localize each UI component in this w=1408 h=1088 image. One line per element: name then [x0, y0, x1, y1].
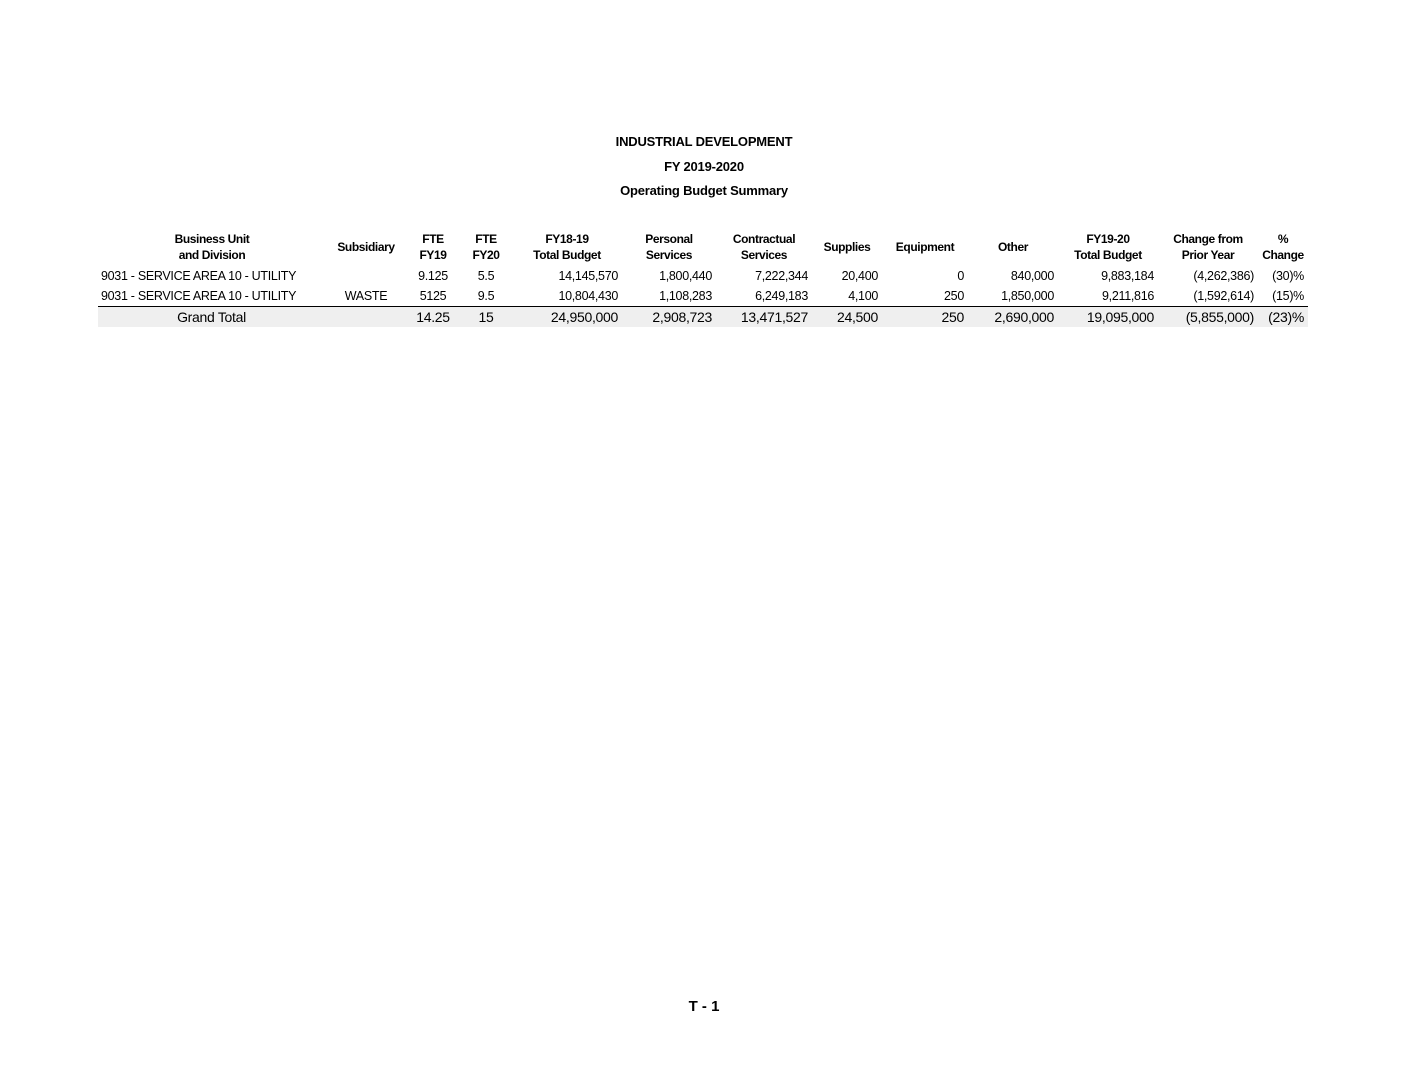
cell-business-unit: 9031 - SERVICE AREA 10 - UTILITY	[101, 269, 297, 283]
cell-change-prior-year: (4,262,386)	[1193, 269, 1254, 283]
total-supplies: 24,500	[812, 307, 882, 328]
cell-other: 1,850,000	[1001, 289, 1054, 303]
cell-personal-services: 1,800,440	[659, 269, 712, 283]
total-subsidiary	[326, 307, 406, 328]
cell-fy18-19-total: 10,804,430	[558, 289, 618, 303]
cell-business-unit: 9031 - SERVICE AREA 10 - UTILITY	[101, 289, 297, 303]
grand-total-row	[98, 307, 1308, 328]
report-subtitle: Operating Budget Summary	[620, 183, 788, 198]
cell-supplies: 4,100	[848, 289, 878, 303]
col-subsidiary: Subsidiary	[337, 240, 395, 254]
report-header	[0, 130, 1408, 204]
total-fy18-19-total: 24,950,000	[512, 307, 622, 328]
cell-change-prior-year: (1,592,614)	[1193, 289, 1254, 303]
cell-fy19-20-total: 9,211,816	[1102, 289, 1154, 303]
col-business-unit: Business Unit and Division	[174, 232, 250, 262]
col-fy18-19-total: FY18-19 Total Budget	[533, 232, 601, 262]
col-equipment: Equipment	[895, 240, 955, 254]
report-title: INDUSTRIAL DEVELOPMENT	[615, 134, 793, 149]
cell-fy18-19-total: 14,145,570	[558, 269, 618, 283]
cell-equipment: 0	[957, 269, 964, 283]
col-pct-change: % Change	[1262, 232, 1304, 262]
cell-pct-change: (15)%	[1272, 289, 1304, 303]
cell-equipment: 250	[944, 289, 964, 303]
cell-other: 840,000	[1010, 269, 1054, 283]
cell-fy19-20-total: 9,883,184	[1101, 269, 1154, 283]
col-contractual-services: Contractual Services	[732, 232, 796, 262]
col-fte-fy19: FTE FY19	[419, 232, 447, 262]
table-row	[98, 266, 1308, 286]
total-other: 2,690,000	[968, 307, 1058, 328]
total-personal-services: 2,908,723	[622, 307, 716, 328]
cell-contractual-services: 7,222,344	[755, 269, 808, 283]
total-contractual-services: 13,471,527	[716, 307, 812, 328]
page-number: T - 1	[688, 998, 720, 1015]
col-other: Other	[997, 240, 1028, 254]
col-supplies: Supplies	[823, 240, 871, 254]
total-fte-fy20: 15	[460, 307, 512, 328]
total-label: Grand Total	[98, 307, 326, 328]
total-fte-fy19: 14.25	[406, 307, 460, 328]
total-pct-change: (23)%	[1258, 307, 1308, 328]
cell-fte-fy19: 9.125	[418, 269, 448, 283]
cell-subsidiary	[326, 266, 406, 286]
table-row	[98, 286, 1308, 307]
cell-subsidiary: WASTE	[344, 289, 388, 303]
total-fy19-20-total: 19,095,000	[1058, 307, 1158, 328]
table-header-row	[98, 228, 1308, 266]
budget-summary-table	[98, 228, 1308, 327]
col-fy19-20-total: FY19-20 Total Budget	[1074, 232, 1142, 262]
col-personal-services: Personal Services	[645, 232, 693, 262]
cell-personal-services: 1,108,283	[659, 289, 712, 303]
col-fte-fy20: FTE FY20	[472, 232, 500, 262]
total-equipment: 250	[882, 307, 968, 328]
total-change-prior-year: (5,855,000)	[1158, 307, 1258, 328]
cell-pct-change: (30)%	[1272, 269, 1304, 283]
cell-fte-fy20: 9.5	[477, 289, 495, 303]
cell-supplies: 20,400	[841, 269, 878, 283]
cell-fte-fy19: 5125	[419, 289, 447, 303]
cell-contractual-services: 6,249,183	[755, 289, 808, 303]
col-change-prior-year: Change from Prior Year	[1173, 232, 1243, 262]
cell-fte-fy20: 5.5	[477, 269, 495, 283]
fiscal-year: FY 2019-2020	[664, 158, 744, 174]
